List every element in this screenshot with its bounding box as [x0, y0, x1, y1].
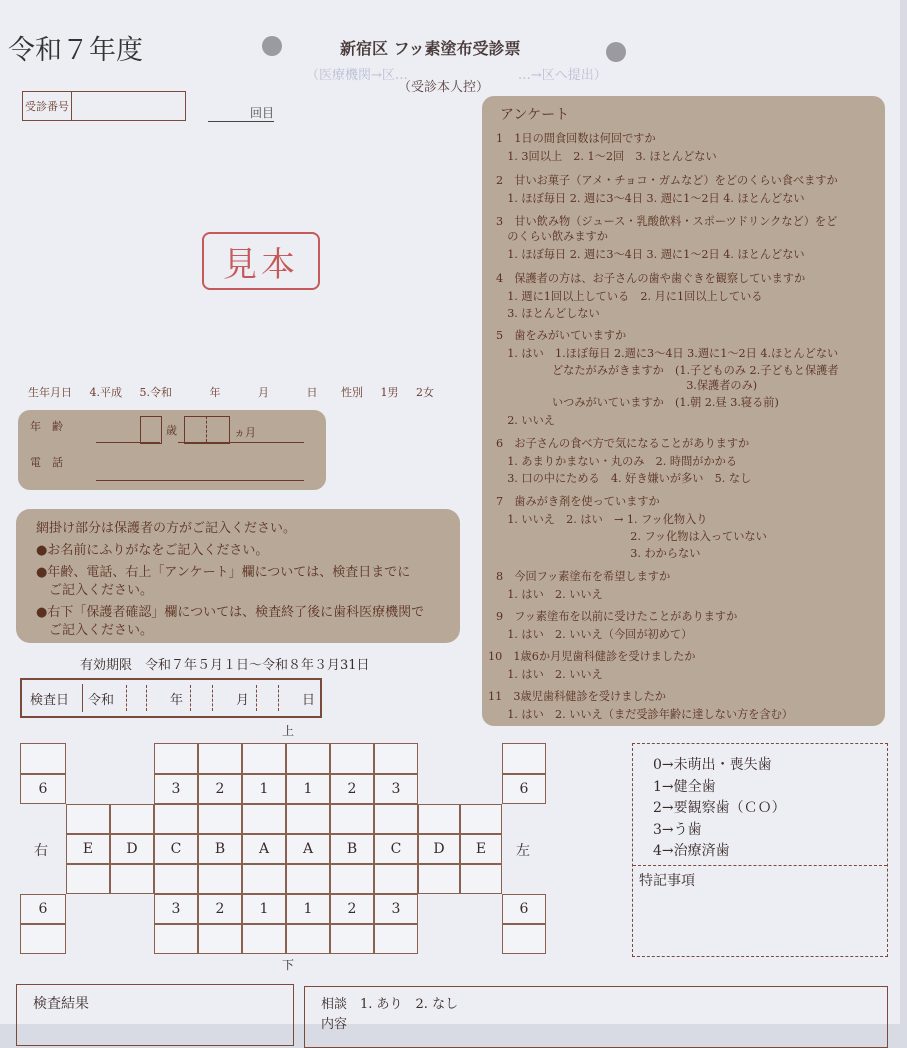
- tooth-upper-3l[interactable]: 3: [374, 774, 418, 804]
- tooth-box[interactable]: [330, 804, 374, 834]
- tooth-primary-A-right[interactable]: A: [242, 834, 286, 864]
- age-months-box[interactable]: [184, 416, 230, 444]
- visit-count-field[interactable]: 回目: [208, 104, 274, 122]
- exam-date-field[interactable]: [20, 678, 322, 718]
- left-label: 左: [516, 843, 530, 859]
- era-reiwa[interactable]: 5.令和: [139, 386, 172, 399]
- reception-number-label: 受診番号: [23, 92, 72, 120]
- survey-line: 10 1歳6か月児歯科健診を受けましたか: [488, 650, 696, 663]
- tooth-lower-1l[interactable]: 1: [286, 894, 330, 924]
- punch-hole-left: [262, 36, 282, 56]
- tooth-lower-left-6[interactable]: 6: [502, 894, 546, 924]
- era-heisei[interactable]: 4.平成: [89, 386, 122, 399]
- age-months-unit: ヵ月: [234, 426, 256, 439]
- carbon-faded-subtitle: （医療機関→区… …→区へ提出）: [306, 68, 607, 83]
- survey-line: 11 3歳児歯科健診を受けましたか: [488, 690, 666, 703]
- questionnaire-panel: [482, 96, 885, 726]
- tooth-box[interactable]: [330, 864, 374, 894]
- consultation-options[interactable]: 相談 1. あり 2. なし: [321, 997, 459, 1012]
- survey-line: 3 甘い飲み物（ジュース・乳酸飲料・スポーツドリンクなど）をど: [496, 215, 838, 228]
- tooth-upper-1l[interactable]: 1: [286, 774, 330, 804]
- tooth-box[interactable]: [286, 743, 330, 774]
- tooth-box[interactable]: [460, 804, 502, 834]
- tooth-box[interactable]: [502, 743, 546, 774]
- guardian-note-line: ●年齢、電話、右上「アンケート」欄については、検査日までに: [36, 565, 411, 580]
- tooth-box[interactable]: [374, 864, 418, 894]
- survey-line[interactable]: 1. はい 2. いいえ: [496, 588, 603, 601]
- tooth-box[interactable]: [242, 743, 286, 774]
- tooth-box[interactable]: [330, 924, 374, 954]
- tooth-box[interactable]: [242, 864, 286, 894]
- lower-label: 下: [282, 958, 295, 972]
- phone-field[interactable]: [96, 480, 304, 481]
- sex-female-option[interactable]: 2女: [416, 386, 434, 399]
- tooth-box[interactable]: [154, 924, 198, 954]
- exam-date-month: 月: [236, 692, 250, 708]
- tooth-box[interactable]: [198, 924, 242, 954]
- tooth-box[interactable]: [460, 864, 502, 894]
- tooth-upper-1r[interactable]: 1: [242, 774, 286, 804]
- tooth-box[interactable]: [286, 804, 330, 834]
- exam-date-label: 検査日: [30, 692, 70, 708]
- fiscal-year-title: 令和７年度: [8, 35, 143, 66]
- consultation-box: [304, 986, 888, 1048]
- sex-label: 性別: [341, 386, 363, 399]
- age-years-unit: 歳: [166, 424, 177, 437]
- survey-line: 7 歯みがき剤を使っていますか: [496, 495, 660, 508]
- tooth-lower-2l[interactable]: 2: [330, 894, 374, 924]
- exam-result-title: 検査結果: [33, 996, 89, 1012]
- sex-male-option[interactable]: 1男: [380, 386, 399, 399]
- legend-item: 1→健全歯: [653, 779, 716, 795]
- survey-line[interactable]: 1. いいえ 2. はい → 1. フッ化物入り: [496, 513, 708, 526]
- tooth-box[interactable]: [66, 804, 110, 834]
- survey-line[interactable]: どなたがみがきますか (1.子どものみ 2.子どもと保護者: [496, 364, 839, 377]
- reception-number-field[interactable]: [22, 91, 186, 121]
- tooth-box[interactable]: [242, 924, 286, 954]
- questionnaire-title: アンケート: [500, 107, 570, 123]
- tooth-box[interactable]: [110, 864, 154, 894]
- tooth-box[interactable]: [286, 864, 330, 894]
- survey-line: 1 1日の間食回数は何回ですか: [496, 132, 656, 145]
- tooth-upper-3r[interactable]: 3: [154, 774, 198, 804]
- guardian-instructions: [16, 509, 460, 643]
- survey-line[interactable]: 3. 口の中にためる 4. 好き嫌いが多い 5. なし: [496, 472, 752, 485]
- survey-line[interactable]: 3. ほとんどしない: [496, 307, 600, 320]
- form-title: 新宿区 フッ素塗布受診票: [340, 39, 521, 58]
- survey-line[interactable]: 1. ほぼ毎日 2. 週に3～4日 3. 週に1～2日 4. ほとんどない: [496, 192, 805, 205]
- sample-stamp: 見本: [202, 232, 320, 290]
- tooth-upper-2l[interactable]: 2: [330, 774, 374, 804]
- tooth-box[interactable]: [66, 864, 110, 894]
- tooth-lower-3l[interactable]: 3: [374, 894, 418, 924]
- survey-line[interactable]: いつみがいていますか (1.朝 2.昼 3.寝る前): [496, 396, 779, 409]
- birthdate-label: 生年月日: [28, 386, 72, 399]
- tooth-primary-B-left[interactable]: B: [330, 834, 374, 864]
- tooth-box[interactable]: [242, 804, 286, 834]
- tooth-box[interactable]: [154, 804, 198, 834]
- birth-month-label: 月: [258, 386, 269, 399]
- survey-line[interactable]: 1. はい 2. いいえ（まだ受診年齢に達しない方を含む）: [496, 708, 793, 721]
- copy-subtitle: （受診本人控）: [398, 80, 490, 95]
- birth-day-label: 日: [306, 386, 318, 399]
- tooth-box[interactable]: [330, 743, 374, 774]
- tooth-primary-C-right[interactable]: C: [154, 834, 198, 864]
- upper-label: 上: [282, 724, 295, 738]
- birthdate-row: [28, 384, 448, 400]
- survey-line[interactable]: 3.保護者のみ): [496, 379, 758, 392]
- survey-line[interactable]: 1. 週に1回以上している 2. 月に1回以上している: [496, 290, 763, 303]
- survey-line[interactable]: 1. はい 2. いいえ: [496, 668, 603, 681]
- tooth-primary-E-right[interactable]: E: [66, 834, 110, 864]
- tooth-upper-right-6[interactable]: 6: [20, 774, 66, 804]
- survey-line[interactable]: 1. 3回以上 2. 1～2回 3. ほとんどない: [496, 150, 717, 163]
- tooth-box[interactable]: [286, 924, 330, 954]
- tooth-lower-1r[interactable]: 1: [242, 894, 286, 924]
- special-notes-label: 特記事項: [639, 873, 695, 889]
- consultation-content-label: 内容: [321, 1017, 348, 1032]
- validity-period: 有効期限 令和７年５月１日～令和８年３月31日: [80, 658, 370, 673]
- survey-line: 5 歯をみがいていますか: [496, 329, 627, 342]
- survey-line[interactable]: 3. わからない: [496, 547, 701, 560]
- tooth-box[interactable]: [110, 804, 154, 834]
- guardian-note-line: ●右下「保護者確認」欄については、検査終了後に歯科医療機関で: [36, 605, 425, 620]
- survey-line: 8 今回フッ素塗布を希望しますか: [496, 570, 671, 583]
- survey-line[interactable]: 1. あまりかまない・丸のみ 2. 時間がかかる: [496, 455, 738, 468]
- tooth-box[interactable]: [20, 924, 66, 954]
- age-years-box[interactable]: [140, 416, 162, 444]
- tooth-box[interactable]: [154, 743, 198, 774]
- phone-label: 電 話: [30, 456, 63, 469]
- tooth-primary-D-left[interactable]: D: [418, 834, 460, 864]
- tooth-box[interactable]: [198, 743, 242, 774]
- punch-hole-right: [606, 42, 626, 62]
- tooth-code-legend: [632, 743, 888, 957]
- survey-line: 6 お子さんの食べ方で気になることがありますか: [496, 437, 750, 450]
- guardian-note-line: 網掛け部分は保護者の方がご記入ください。: [36, 521, 297, 536]
- legend-item: 4→治療済歯: [653, 843, 730, 859]
- survey-line[interactable]: 1. はい 1.ほぼ毎日 2.週に3～4日 3.週に1～2日 4.ほとんどない: [496, 347, 839, 360]
- survey-line: 9 フッ素塗布を以前に受けたことがありますか: [496, 610, 738, 623]
- right-label: 右: [34, 843, 48, 859]
- tooth-box[interactable]: [418, 804, 460, 834]
- survey-line: 4 保護者の方は、お子さんの歯や歯ぐきを観察していますか: [496, 272, 806, 285]
- tooth-primary-C-left[interactable]: C: [374, 834, 418, 864]
- guardian-note-line: ●お名前にふりがなをご記入ください。: [36, 543, 269, 558]
- survey-line[interactable]: 1. ほぼ毎日 2. 週に3～4日 3. 週に1～2日 4. ほとんどない: [496, 248, 805, 261]
- tooth-box[interactable]: [374, 924, 418, 954]
- tooth-box[interactable]: [154, 864, 198, 894]
- age-label: 年 齢: [30, 420, 63, 433]
- tooth-lower-2r[interactable]: 2: [198, 894, 242, 924]
- survey-line: 2 甘いお菓子（アメ・チョコ・ガムなど）をどのくらい食べますか: [496, 174, 838, 187]
- exam-date-year: 年: [170, 692, 184, 708]
- tooth-upper-2r[interactable]: 2: [198, 774, 242, 804]
- age-phone-panel: [18, 410, 326, 490]
- guardian-note-line: ご記入ください。: [36, 623, 154, 638]
- survey-line[interactable]: 2. フッ化物は入っていない: [496, 530, 767, 543]
- tooth-primary-E-left[interactable]: E: [460, 834, 502, 864]
- birth-year-label: 年: [209, 386, 221, 399]
- legend-item: 2→要観察歯（ＣＯ）: [653, 800, 786, 816]
- tooth-primary-D-right[interactable]: D: [110, 834, 154, 864]
- survey-line: のくらい飲みますか: [496, 230, 608, 243]
- tooth-upper-left-6[interactable]: 6: [502, 774, 546, 804]
- tooth-lower-right-6[interactable]: 6: [20, 894, 66, 924]
- tooth-lower-3r[interactable]: 3: [154, 894, 198, 924]
- legend-item: 3→う歯: [653, 822, 702, 838]
- exam-date-era: 令和: [88, 692, 115, 708]
- tooth-box[interactable]: [502, 924, 546, 954]
- tooth-primary-A-left[interactable]: A: [286, 834, 330, 864]
- exam-result-box: [16, 984, 294, 1046]
- legend-item: 0→未萌出・喪失歯: [653, 757, 772, 773]
- tooth-box[interactable]: [374, 743, 418, 774]
- tooth-box[interactable]: [198, 864, 242, 894]
- tooth-box[interactable]: [374, 804, 418, 834]
- survey-line[interactable]: 2. いいえ: [496, 414, 555, 427]
- tooth-box[interactable]: [418, 864, 460, 894]
- tooth-primary-B-right[interactable]: B: [198, 834, 242, 864]
- exam-date-day: 日: [302, 692, 316, 708]
- guardian-note-line: ご記入ください。: [36, 583, 154, 598]
- tooth-box[interactable]: [198, 804, 242, 834]
- tooth-box[interactable]: [20, 743, 66, 774]
- survey-line[interactable]: 1. はい 2. いいえ（今回が初めて）: [496, 628, 693, 641]
- special-notes-field[interactable]: [633, 892, 887, 954]
